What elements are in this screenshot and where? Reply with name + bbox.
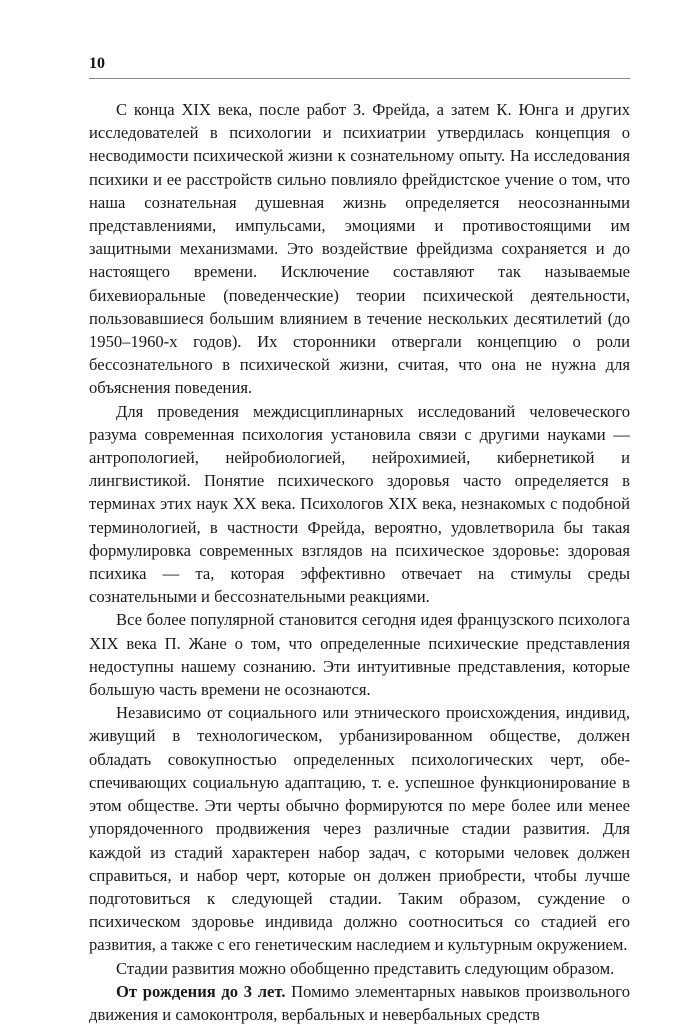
paragraph-birth-to-three xyxy=(89,980,630,1026)
paragraph-interdisciplinary: Для проведения междисциплинарных исследований человеческого разума современная психология установила связи с другими науками — антропологией, нейробиологией, нейрохимией, кибернетикой и лингвистикой. Понятие психического здоровья часто определяется в терминах этих наук XX века. Психологов XIX века, незнакомых с подобной терминологией, в частности Фрейда, вероятно, удовлетворила бы такая формулировка современных взглядов на психическое здоровье: здоровая психика — та, которая эффективно отвечает на стимулы среды сознательными и бессознательными реакциями. xyxy=(89,401,630,607)
page-number: 10 xyxy=(89,55,105,72)
page-body xyxy=(89,98,630,1026)
paragraph-freud-unconscious: С конца XIX века, после работ З. Фрейда, а затем К. Юнга и других исследователей в психологии и психиатрии утвердилась концепция о несводимости психической жизни к сознательному опыту. На исследования психики и ее расстройств сильно повлияло фрейдистское учение о том, что наша сознательная душевная жизнь определяется неосознанными представлениями, импульсами, эмоциями и противостоящими им защитными механизмами. Это воздействие фрейдизма сохраняется и до настоящего времени. Исключение составляют так называемые бихевиоральные (поведенческие) теории психической деятельности, пользовавшиеся большим влиянием в течение нескольких десятилетий (до 1950–1960-х годов). Их сторонники отвергали концепцию о роли бессознательного в психической жизни, считая, что она не нужна для объяснения поведения. xyxy=(89,100,630,398)
stage-text: Помимо элементарных навыков произвольного движения и самоконтроля, вербальных и невербальных средств xyxy=(89,981,630,1024)
paragraph-social-adaptation: Независимо от социального или этнического происхождения, индивид, живущий в технологическом, урбанизированном обществе, должен обладать совокупностью определенных психологических черт, обеспечивающих социальную адаптацию, т. е. успешное функционирование в этом обществе. Эти черты обычно формируются по мере более или менее упорядоченного продвижения через различные стадии развития. Для каждой из стадий характерен набор задач, с которыми человек должен справиться, и набор черт, которые он должен приобрести, чтобы лучше подготовиться к следующей стадии. Таким образом, суждение о психическом здоровье индивида должно соотноситься со стадией его развития, а также с его генетическим наследием и культурным окружением. xyxy=(89,703,630,955)
header-divider xyxy=(89,78,630,79)
stage-heading: От рождения до 3 лет. xyxy=(116,981,286,1001)
paragraph-development-stages: Стадии развития можно обобщенно представить следующим образом. xyxy=(116,958,615,978)
paragraph-janet: Все более популярной становится сегодня идея французского психолога XIX века П. Жане о том, что определенные психические представления недоступны нашему сознанию. Эти интуитивные представления, которые большую часть времени не осознаются. xyxy=(89,610,630,700)
